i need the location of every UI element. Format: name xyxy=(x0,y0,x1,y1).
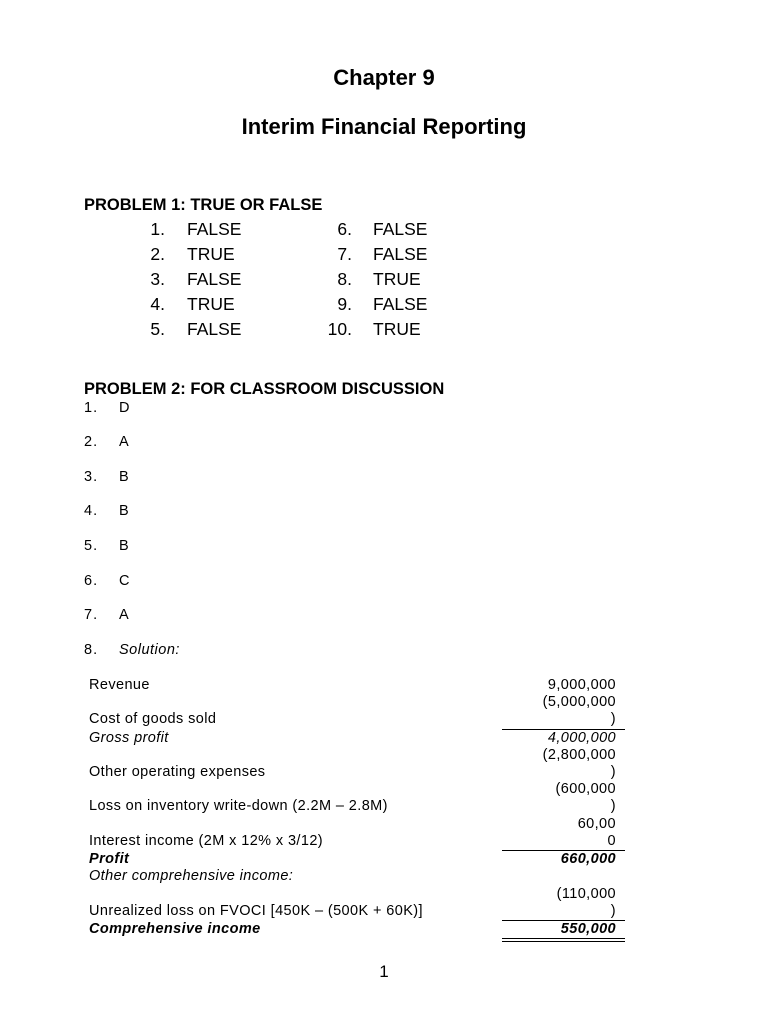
list-item-answer: FALSE xyxy=(373,244,428,264)
list-item-answer: TRUE xyxy=(373,269,421,289)
list-item-answer: B xyxy=(119,469,130,485)
chapter-title: Chapter 9 xyxy=(333,65,435,90)
list-item-answer: FALSE xyxy=(373,219,428,239)
list-item-answer: C xyxy=(119,573,130,589)
list-item-number: 9. xyxy=(337,294,352,314)
list-item-number: 4. xyxy=(150,294,165,314)
problem1-heading: PROBLEM 1: TRUE OR FALSE xyxy=(84,196,323,214)
statement-row-amount: (2,800,000 xyxy=(542,747,616,763)
statement-row-amount: 9,000,000 xyxy=(547,677,616,693)
statement-row-amount-continued: ) xyxy=(610,764,616,780)
statement-row-amount-continued: 0 xyxy=(607,833,616,849)
statement-row-amount: 660,000 xyxy=(560,851,616,867)
page-number: 1 xyxy=(379,962,389,981)
solution-label: Solution: xyxy=(119,642,180,658)
list-item-number: 1. xyxy=(84,400,99,416)
statement-row-label: Interest income (2M x 12% x 3/12) xyxy=(89,833,324,849)
list-item-answer: FALSE xyxy=(187,219,242,239)
problem2-heading: PROBLEM 2: FOR CLASSROOM DISCUSSION xyxy=(84,380,445,398)
statement-row-amount: 4,000,000 xyxy=(547,730,616,746)
list-item-number: 6. xyxy=(84,573,99,589)
list-item-number: 3. xyxy=(150,269,165,289)
statement-row-label: Cost of goods sold xyxy=(89,711,217,727)
statement-row-amount: (110,000 xyxy=(556,886,616,902)
list-item-number: 5. xyxy=(84,538,99,554)
list-item-answer: FALSE xyxy=(373,294,428,314)
list-item-answer: B xyxy=(119,503,130,519)
list-item-answer: TRUE xyxy=(187,294,235,314)
statement-row-amount-continued: ) xyxy=(610,798,616,814)
statement-row-label: Other operating expenses xyxy=(89,764,266,780)
document-title: Interim Financial Reporting xyxy=(241,114,527,139)
list-item-number: 7. xyxy=(337,244,352,264)
statement-row-amount: (600,000 xyxy=(555,781,616,797)
list-item-number: 10. xyxy=(327,319,352,339)
list-item-number: 5. xyxy=(150,319,165,339)
list-item-number: 2. xyxy=(84,434,99,450)
statement-row-label: Profit xyxy=(89,851,130,867)
statement-row-label: Unrealized loss on FVOCI [450K – (500K + 60K)] xyxy=(89,903,423,919)
statement-row-amount: (5,000,000 xyxy=(542,694,616,710)
list-item-number: 4. xyxy=(84,503,99,519)
total-double-rule xyxy=(502,938,625,939)
statement-row-label: Gross profit xyxy=(89,730,169,746)
list-item-number: 7. xyxy=(84,607,99,623)
list-item-answer: TRUE xyxy=(187,244,235,264)
list-item-number: 3. xyxy=(84,469,99,485)
list-item-answer: A xyxy=(119,434,130,450)
list-item-number: 8. xyxy=(337,269,352,289)
statement-row-label: Loss on inventory write-down (2.2M – 2.8M) xyxy=(89,798,388,814)
list-item-answer: A xyxy=(119,607,130,623)
list-item-answer: B xyxy=(119,538,130,554)
statement-row-label: Comprehensive income xyxy=(89,921,261,937)
list-item-number: 8. xyxy=(84,642,99,658)
list-item-number: 1. xyxy=(150,219,165,239)
statement-row-label: Other comprehensive income: xyxy=(89,868,294,884)
list-item-answer: FALSE xyxy=(187,319,242,339)
list-item-number: 2. xyxy=(150,244,165,264)
statement-row-amount-continued: ) xyxy=(610,903,616,919)
statement-row-label: Revenue xyxy=(89,677,150,693)
list-item-answer: TRUE xyxy=(373,319,421,339)
list-item-answer: FALSE xyxy=(187,269,242,289)
statement-row-amount-continued: ) xyxy=(610,711,616,727)
list-item-number: 6. xyxy=(337,219,352,239)
statement-row-amount: 60,00 xyxy=(577,816,616,832)
statement-row-amount: 550,000 xyxy=(560,921,616,937)
list-item-answer: D xyxy=(119,400,130,416)
total-double-rule xyxy=(502,941,625,942)
